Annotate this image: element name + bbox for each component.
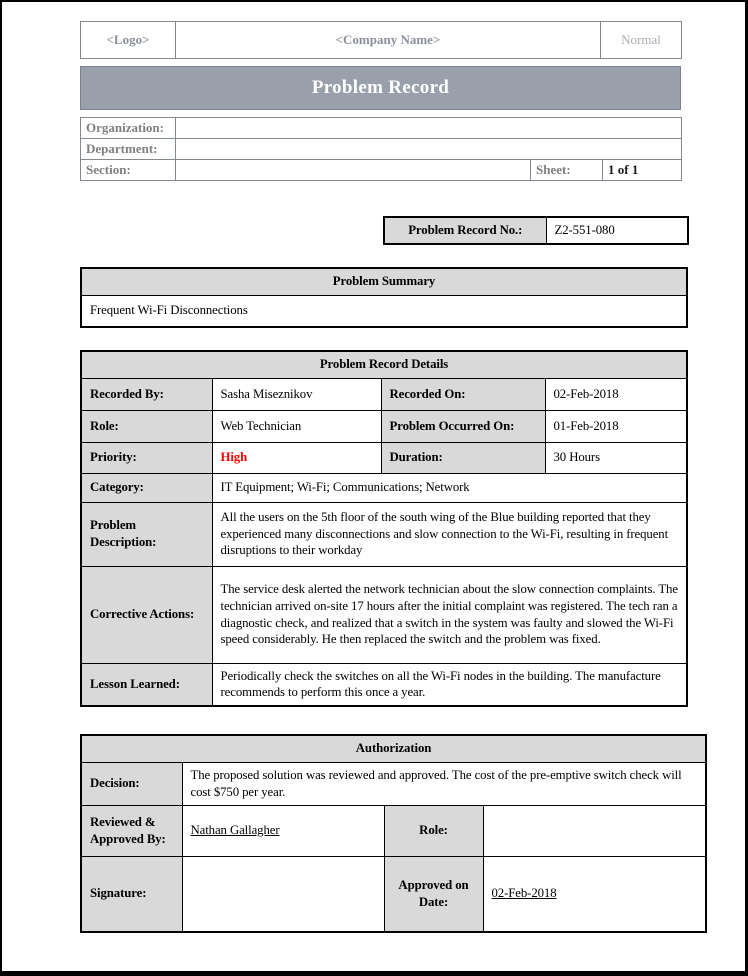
department-label: Department: xyxy=(81,139,176,160)
corrective-actions-value[interactable]: The service desk alerted the network technician about the slow connection complaints. The technician arrived on-site 17 hours after the initial complaint was registered. The tech ran a diagnostic check, and realized that a switch in the system was faulty and slowed the Wi-Fi speed considerably. He then replaced the switch and the problem was fixed. xyxy=(212,566,687,663)
problem-summary-table xyxy=(80,267,688,328)
problem-summary-value[interactable]: Frequent Wi-Fi Disconnections xyxy=(81,295,687,327)
recorded-by-value[interactable]: Sasha Miseznikov xyxy=(212,378,381,410)
role-value[interactable]: Web Technician xyxy=(212,410,381,442)
reviewed-by-value[interactable] xyxy=(182,805,384,856)
doc-class-label: Normal xyxy=(601,22,682,59)
auth-role-field[interactable] xyxy=(483,805,706,856)
reviewed-by-name: Nathan Gallagher xyxy=(190,823,280,838)
record-number-value[interactable]: Z2-551-080 xyxy=(546,217,688,244)
company-name: <Company Name> xyxy=(176,22,601,59)
auth-role-label: Role: xyxy=(384,805,483,856)
brand-header-table xyxy=(80,21,682,59)
section-field[interactable] xyxy=(176,160,531,181)
authorization-header: Authorization xyxy=(81,735,706,762)
occurred-on-value[interactable]: 01-Feb-2018 xyxy=(545,410,687,442)
signature-field[interactable] xyxy=(182,856,384,932)
duration-label: Duration: xyxy=(381,442,545,473)
category-value[interactable]: IT Equipment; Wi-Fi; Communications; Network xyxy=(212,473,687,502)
organization-label: Organization: xyxy=(81,118,176,139)
decision-value[interactable]: The proposed solution was reviewed and approved. The cost of the pre-emptive switch check will cost $750 per year. xyxy=(182,762,706,805)
authorization-table xyxy=(80,734,707,933)
problem-details-header: Problem Record Details xyxy=(81,351,687,378)
recorded-on-label: Recorded On: xyxy=(381,378,545,410)
record-number-label: Problem Record No.: xyxy=(384,217,546,244)
description-value[interactable]: All the users on the 5th floor of the south wing of the Blue building reported that they experienced many disconnections and slow connection to the Wi-Fi, resulting in frequent disruptions to their workday xyxy=(212,502,687,566)
role-label: Role: xyxy=(81,410,212,442)
organization-table xyxy=(80,117,682,181)
lesson-learned-value[interactable]: Periodically check the switches on all the Wi-Fi nodes in the building. The manufacture recommends to perform this once a year. xyxy=(212,663,687,706)
problem-details-table xyxy=(80,350,688,707)
record-number-table xyxy=(383,216,689,245)
decision-label: Decision: xyxy=(81,762,182,805)
recorded-on-value[interactable]: 02-Feb-2018 xyxy=(545,378,687,410)
duration-value[interactable]: 30 Hours xyxy=(545,442,687,473)
corrective-actions-label: Corrective Actions: xyxy=(81,566,212,663)
occurred-on-label: Problem Occurred On: xyxy=(381,410,545,442)
page-title: Problem Record xyxy=(80,66,681,110)
problem-summary-header: Problem Summary xyxy=(81,268,687,295)
approved-date-value[interactable] xyxy=(483,856,706,932)
logo-placeholder: <Logo> xyxy=(81,22,176,59)
sheet-value: 1 of 1 xyxy=(603,160,682,181)
recorded-by-label: Recorded By: xyxy=(81,378,212,410)
approved-date-text: 02-Feb-2018 xyxy=(491,886,557,901)
category-label: Category: xyxy=(81,473,212,502)
signature-label: Signature: xyxy=(81,856,182,932)
section-label: Section: xyxy=(81,160,176,181)
sheet-label: Sheet: xyxy=(531,160,603,181)
reviewed-by-label: Reviewed & Approved By: xyxy=(81,805,182,856)
organization-field[interactable] xyxy=(176,118,682,139)
department-field[interactable] xyxy=(176,139,682,160)
lesson-learned-label: Lesson Learned: xyxy=(81,663,212,706)
description-label: Problem Description: xyxy=(81,502,212,566)
priority-label: Priority: xyxy=(81,442,212,473)
priority-value[interactable]: High xyxy=(212,442,381,473)
approved-date-label: Approved on Date: xyxy=(384,856,483,932)
